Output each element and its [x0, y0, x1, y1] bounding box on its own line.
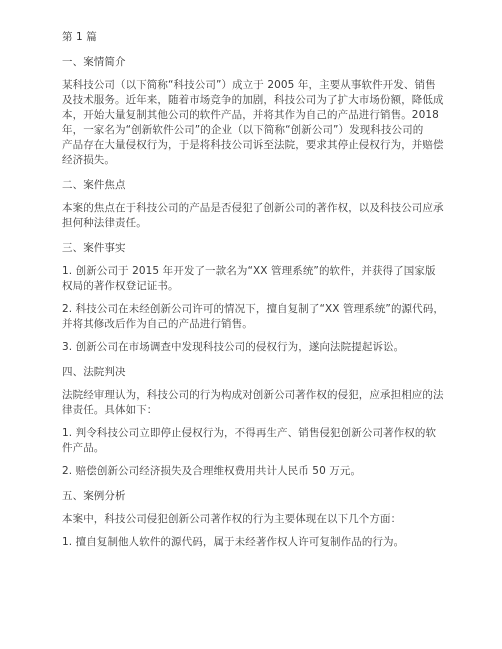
page-label: 第 1 篇	[62, 31, 97, 43]
text-line: 1. 创新公司于 2015 年开发了一款名为“XX 管理系统”的软件，并获得了国家版	[62, 265, 436, 277]
section-court-judgment	[62, 365, 442, 479]
text-line: 法院经审理认为，科技公司的行为构成对创新公司著作权的侵犯，应承担相应的法	[62, 389, 444, 401]
text-line: 件产品。	[62, 442, 105, 454]
section-heading: 三、案件事实	[62, 242, 126, 254]
document-page	[62, 30, 442, 550]
text-line: 3. 创新公司在市场调查中发现科技公司的侵权行为，遂向法院提起诉讼。	[62, 341, 405, 353]
text-line: 及技术服务。近年来，随着市场竞争的加剧，科技公司为了扩大市场份额，降低成	[62, 94, 444, 106]
text-line: 经济损失。	[62, 154, 115, 166]
text-line: 1. 擅自复制他人软件的源代码，属于未经著作权人许可复制作品的行为。	[62, 536, 405, 548]
paragraph	[62, 302, 442, 332]
text-line: 本案的焦点在于科技公司的产品是否侵犯了创新公司的著作权，以及科技公司应承	[62, 202, 444, 214]
paragraph	[62, 340, 442, 355]
section-case-focus	[62, 178, 442, 231]
paragraph	[62, 535, 442, 550]
text-line: 年，一家名为“创新软件公司”的企业（以下简称“创新公司”）发现科技公司的	[62, 124, 424, 136]
text-line: 担何种法律责任。	[62, 217, 147, 229]
section-heading: 四、法院判决	[62, 366, 126, 378]
paragraph	[62, 426, 442, 456]
text-line: 并将其修改后作为自己的产品进行销售。	[62, 318, 253, 330]
section-case-summary	[62, 55, 442, 168]
paragraph	[62, 464, 442, 479]
text-line: 2. 科技公司在未经创新公司许可的情况下，擅自复制了“XX 管理系统”的源代码，	[62, 303, 444, 315]
text-line: 某科技公司（以下简称“科技公司”）成立于 2005 年，主要从事软件开发、销售	[62, 79, 436, 91]
paragraph	[62, 201, 442, 231]
text-line: 本，开始大量复制其他公司的软件产品，并将其作为自己的产品进行销售。2018	[62, 109, 439, 121]
section-heading: 二、案件焦点	[62, 179, 126, 191]
section-heading: 一、案情简介	[62, 56, 126, 68]
paragraph	[62, 512, 442, 527]
paragraph	[62, 78, 442, 168]
paragraph	[62, 388, 442, 418]
paragraph	[62, 264, 442, 294]
text-line: 1. 判令科技公司立即停止侵权行为，不得再生产、销售侵犯创新公司著作权的软	[62, 427, 437, 439]
text-line: 律责任。具体如下：	[62, 404, 158, 416]
section-case-facts	[62, 241, 442, 355]
section-heading: 五、案例分析	[62, 490, 126, 502]
text-line: 本案中，科技公司侵犯创新公司著作权的行为主要体现在以下几个方面：	[62, 513, 402, 525]
text-line: 权局的著作权登记证书。	[62, 280, 179, 292]
text-line: 产品存在大量侵权行为，于是将科技公司诉至法院，要求其停止侵权行为，并赔偿	[62, 139, 444, 151]
text-line: 2. 赔偿创新公司经济损失及合理维权费用共计人民币 50 万元。	[62, 465, 362, 477]
section-case-analysis	[62, 489, 442, 550]
